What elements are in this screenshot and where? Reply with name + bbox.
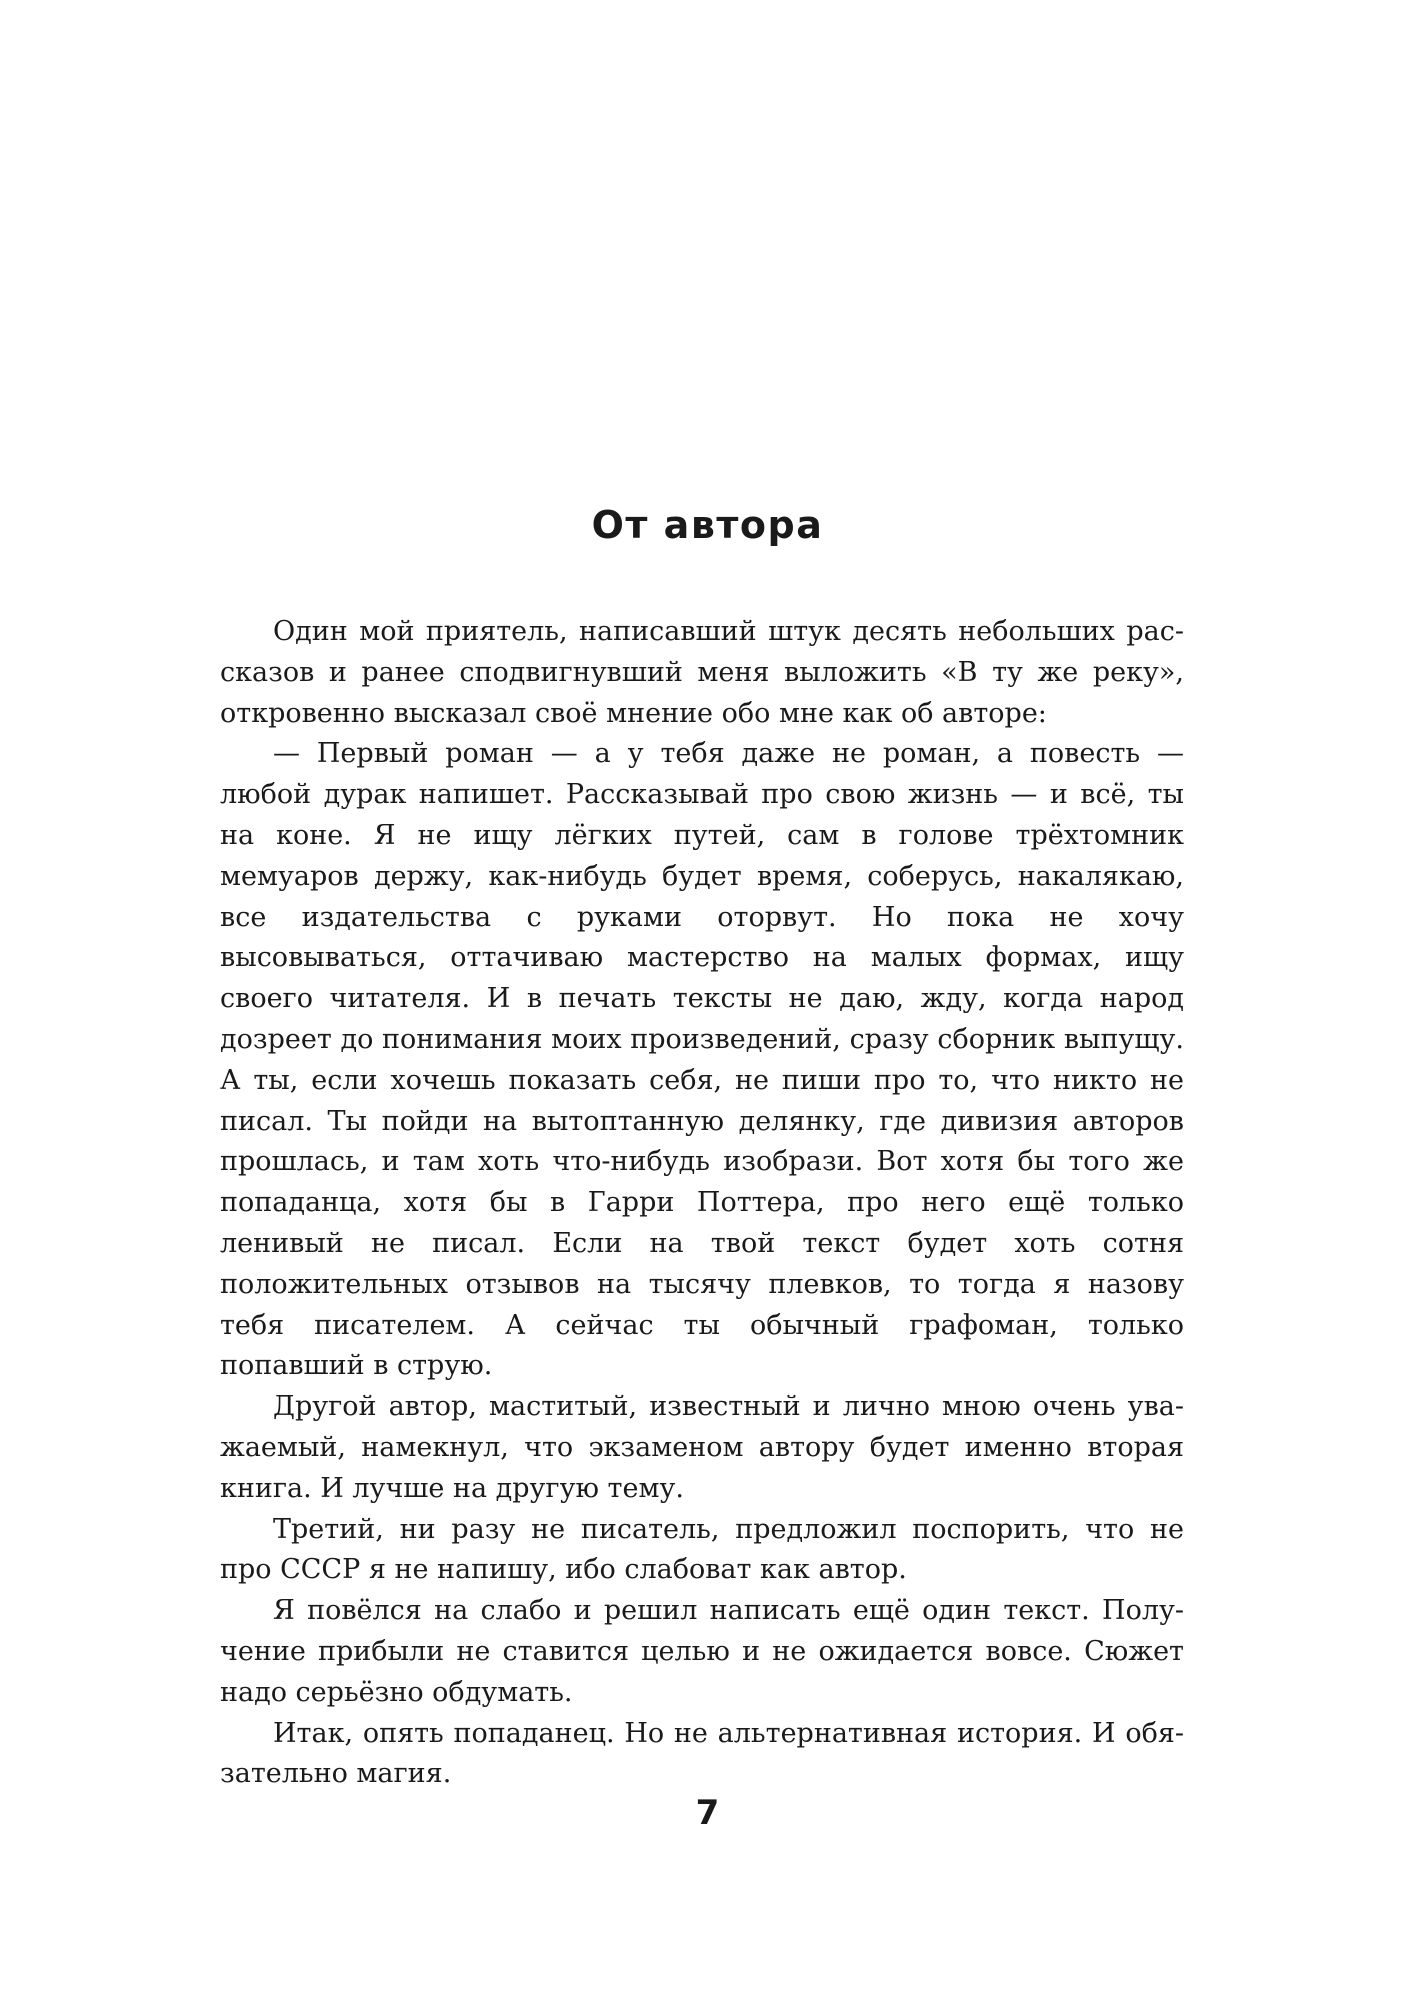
paragraph: Один мой приятель, написавший штук десять небольших рассказов и ранее сподвигнувший меня выложить «В ту же реку», откровенно высказал своё мнение обо мне как об авторе:	[220, 616, 1184, 729]
paragraph: Я повёлся на слабо и решил написать ещё один текст. Получение прибыли не ставится целью и не ожидается вовсе. Сюжет надо серьёзно обдумать.	[220, 1595, 1184, 1708]
paragraph: Третий, ни разу не писатель, предложил поспорить, что не про СССР я не напишу, ибо слабоват как автор.	[220, 1513, 1184, 1586]
paragraph: Другой автор, маститый, известный и лично мною очень уважаемый, намекнул, что экзаменом автору будет именно вторая книга. И лучше на другую тему.	[220, 1391, 1184, 1504]
page-number: 7	[695, 1793, 720, 1833]
chapter-title: От автора	[591, 503, 824, 547]
paragraph: — Первый роман — а у тебя даже не роман, а повесть — любой дурак напишет. Рассказывай про свою жизнь — и всё, ты на коне. Я не ищу лёгких путей, сам в голове трёхтомник мемуаров держу, как-нибудь будет время, соберусь, накалякаю, все издательства с руками оторвут. Но пока не хочу высовываться, оттачиваю мастерство на малых формах, ищу своего читателя. И в печать тексты не даю, жду, когда народ дозреет до понимания моих произведений, сразу сборник выпущу. А ты, если хочешь показать себя, не пиши про то, что никто не писал. Ты пойди на вытоптанную делянку, где дивизия авторов прошлась, и там хоть что-нибудь изобрази. Вот хотя бы того же попаданца, хотя бы в Гарри Поттера, про него ещё только ленивый не писал. Если на твой текст будет хоть сотня положительных отзывов на тысячу плевков, то тогда я назову тебя писателем. А сейчас ты обычный графоман, только попавший в струю.	[220, 738, 1184, 1382]
body-text	[220, 612, 1184, 1795]
paragraph: Итак, опять попаданец. Но не альтернативная история. И обязательно магия.	[220, 1717, 1184, 1790]
